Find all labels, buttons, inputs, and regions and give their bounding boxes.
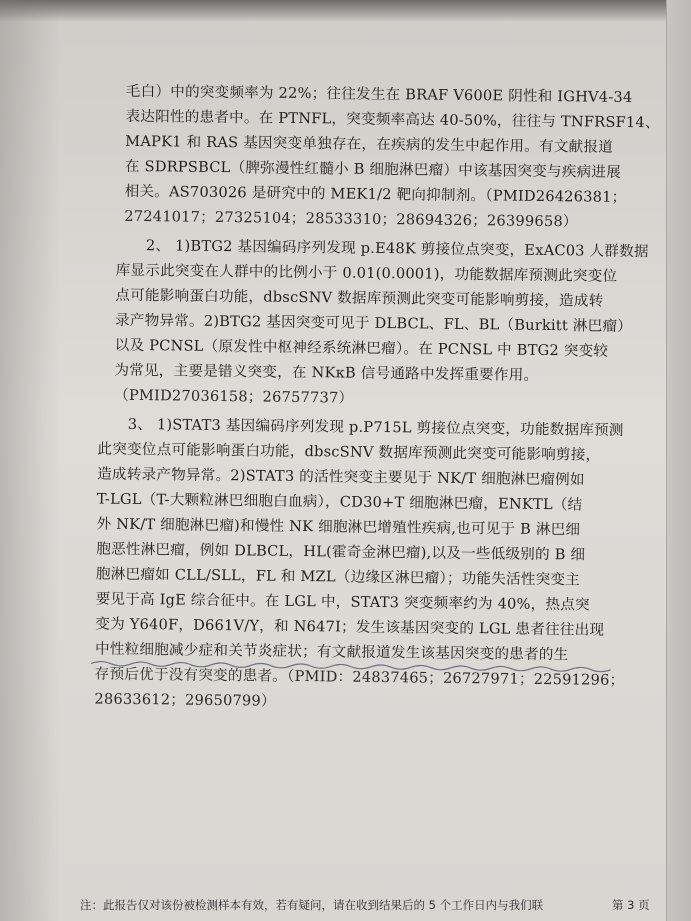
reference-line: （PMID27036158；26757737） [114,386,354,407]
reference-line: 28633612；29650799） [94,690,276,710]
text-line: 变为 Y640F，D661V/Y，和 N647I；发生该基因突变的 LGL 患者往往出现 [95,615,605,639]
text-line: T-LGL（T-大颗粒淋巴细胞白血病），CD30+T 细胞淋巴瘤，ENKTL（结 [96,490,583,514]
top-shadow [0,0,691,22]
text-line: 胞恶性淋巴瘤，例如 DLBCL，HL(霍奇金淋巴瘤),以及一些低级别的 B 细 [96,540,586,564]
text-line: 录产物异常。2)BTG2 基因突变可见于 DLBCL、FL、BL（Burkitt 淋巴瘤） [114,311,633,336]
handwritten-underline-span [95,636,569,667]
paragraph-stat3 [94,412,625,718]
reference-line: 存预后优于没有突变的患者。（PMID：24837465；26727971；22591296； [94,665,625,689]
text-line: 在 SDRPSBCL（脾弥漫性红髓小 B 细胞淋巴瘤）中该基因突变与疾病进展 [124,157,622,181]
text-line: 相关。AS703026 是研究中的 MEK1/2 靶向抑制剂。（PMID26426381； [124,182,627,206]
text-line: 要见于高 IgE 综合征中。在 LGL 中，STAT3 突变频率约为 40%，热点突 [95,590,590,614]
text-line: 以及 PCNSL（原发性中枢神经系统淋巴瘤）。在 PCNSL 中 BTG2 突变较 [114,336,609,360]
text-line: 表达阳性的患者中。在 PTNFL，突变频率高达 40-50%，往往与 TNFRSF14、 [125,107,660,132]
paragraph-braf-mek [124,79,660,235]
page-number: 第 3 页 [612,898,650,912]
text-line: 点可能影响蛋白功能，dbscSNV 数据库预测此突变可能影响剪接，造成转 [115,286,604,310]
paragraph-btg2 [114,233,649,414]
text-line: 毛白）中的突变频率为 22%；往往发生在 BRAF V600E 阴性和 IGHV4-34 [125,82,633,107]
text-line: 2、 1)BTG2 基因编码序列发现 p.E48K 剪接位点突变，ExAC03 人群数据 [145,237,649,261]
reference-line: 27241017；27325104；28533310；28694326；26399658） [124,207,578,231]
text-line: 库显示此突变在人群中的比例小于 0.01(0.0001)，功能数据库预测此突变位 [115,261,618,285]
text-line: 外 NK/T 细胞淋巴瘤)和慢性 NK 细胞淋巴增殖性疾病,也可见于 B 淋巴细 [96,515,581,539]
report-page [50,78,660,718]
text-line: 胞淋巴瘤如 CLL/SLL，FL 和 MZL（边缘区淋巴瘤）；功能失活性突变主 [95,565,581,589]
text-line: MAPK1 和 RAS 基因突变单独存在，在疾病的发生中起作用。有文献报道 [125,132,614,156]
text-line: 3、 1)STAT3 基因编码序列发现 p.P715L 剪接位点突变，功能数据库预测 [127,415,624,439]
underlined-text: 中性粒细胞减少症和关节炎症状；有文献报道发生该基因突变的患者的生 [94,640,569,664]
text-line-underlined [95,636,611,667]
footer-note: 注：此报告仅对该份被检测样本有效，若有疑问，请在收到结果后的 5 个工作日内与我们联 [80,898,544,912]
left-shadow [0,0,60,921]
text-line: 为常见，主要是错义突变，在 NKκB 信号通路中发挥重要作用。 [114,361,539,384]
page-edge [666,0,691,921]
text-line: 此突变位点可能影响蛋白功能，dbscSNV 数据库预测此突变可能影响剪接， [97,440,601,464]
text-line: 造成转录产物异常。2)STAT3 的活性突变主要见于 NK/T 细胞淋巴瘤例如 [97,465,585,489]
